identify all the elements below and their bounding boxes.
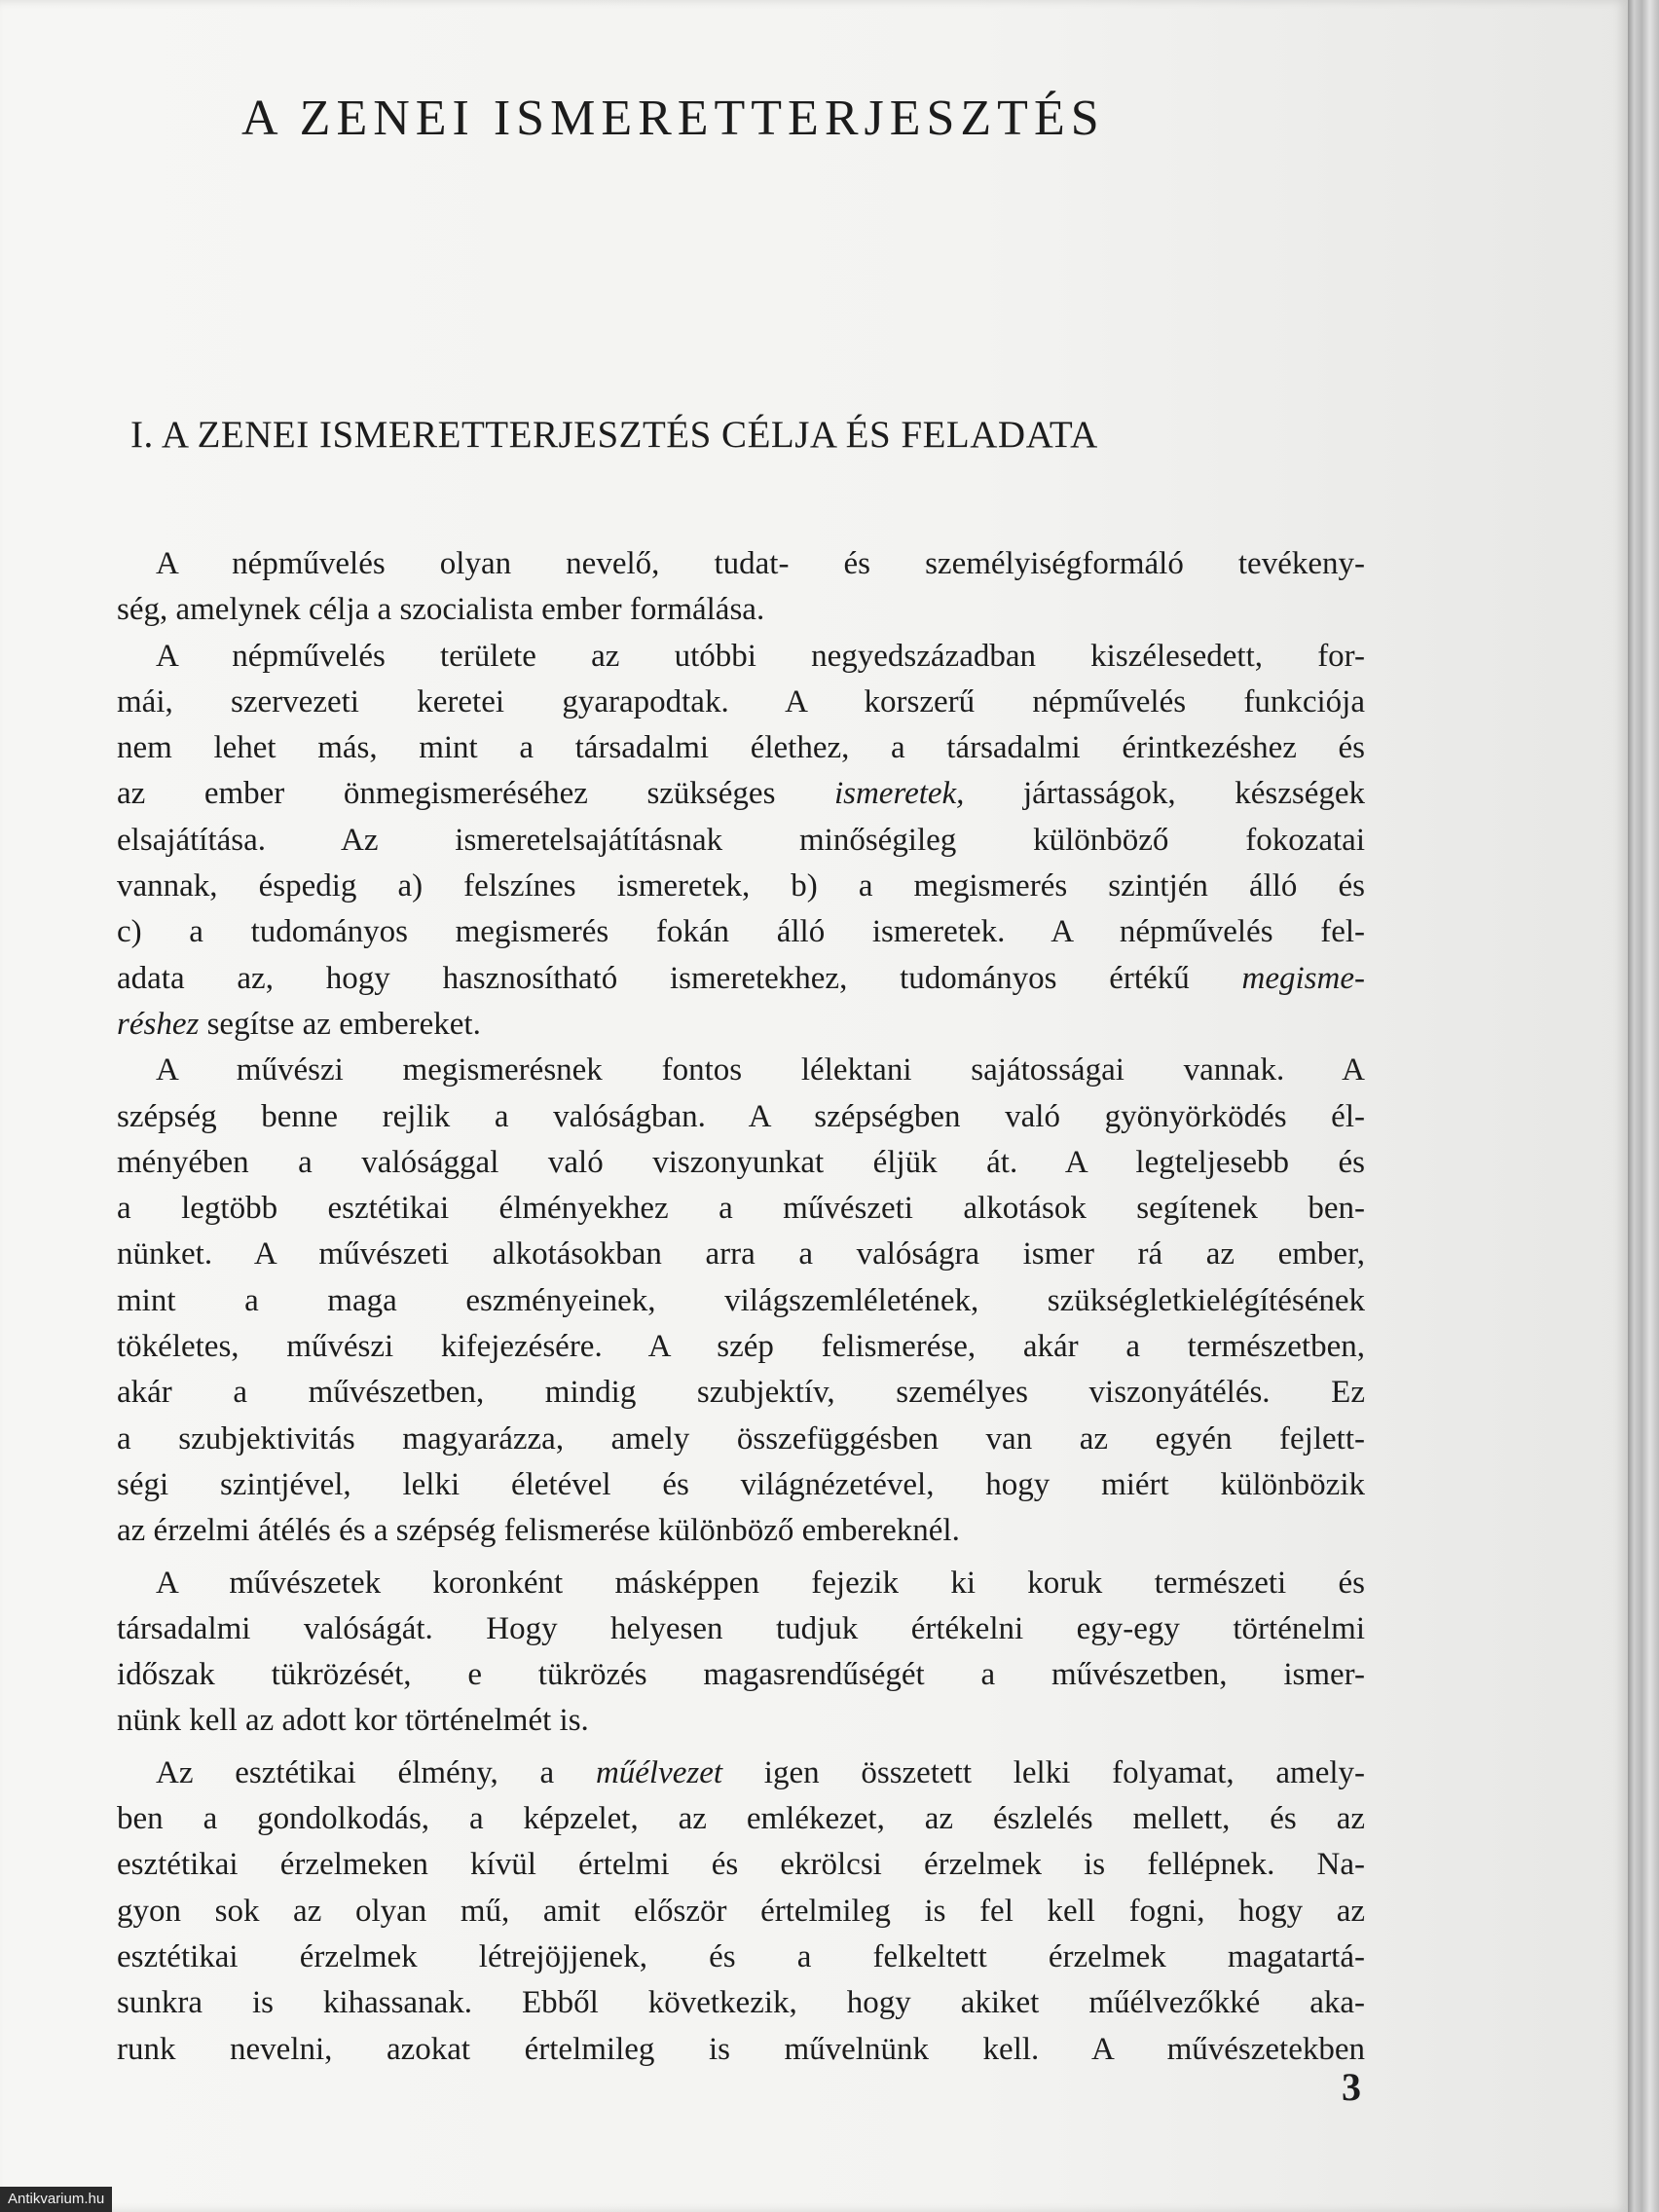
emphasis-text: műélvezet — [595, 1754, 723, 1790]
emphasis-text: megisme- — [1241, 960, 1365, 996]
text-segment: jártasságok, készségek — [1022, 776, 1366, 812]
text-line: ben a gondolkodás, a képzelet, az emlékezet, az észlelés mellett, és az — [117, 1801, 1365, 1837]
text-line: sunkra is kihassanak. Ebből következik, hogy akiket műélvezőkké aka- — [117, 1985, 1365, 2021]
body-text — [117, 541, 1365, 2073]
text-segment: az ember önmegismeréséhez szükséges — [117, 776, 776, 812]
text-line: gyon sok az olyan mű, amit először értelmileg is fel kell fogni, hogy az — [117, 1893, 1365, 1929]
text-segment: Az esztétikai élmény, a — [156, 1754, 555, 1790]
text-line: elsajátítása. Az ismeretelsajátításnak minőségileg különböző fokozatai — [117, 822, 1365, 858]
text-line: mint a maga eszményeinek, világszemléletének, szükségletkielégítésének — [117, 1282, 1365, 1318]
emphasis-text: réshez — [117, 1006, 200, 1042]
text-line: ség, amelynek célja a szocialista ember formálása. — [117, 592, 765, 628]
text-line: vannak, éspedig a) felszínes ismeretek, b) a megismerés szintjén álló és — [117, 868, 1365, 904]
main-title: A ZENEI ISMERETTERJESZTÉS — [241, 91, 1105, 146]
text-line: akár a művészetben, mindig szubjektív, személyes viszonyátélés. Ez — [117, 1375, 1365, 1411]
text-segment: adata az, hogy hasznosítható ismeretekhez, tudományos értékű — [117, 960, 1190, 996]
text-line: runk nevelni, azokat értelmileg is művelnünk kell. A művészetekben — [117, 2031, 1365, 2067]
text-line — [117, 771, 1365, 817]
text-line: ményében a valósággal való viszonyunkat éljük át. A legteljesebb és — [117, 1144, 1365, 1180]
text-line: nünket. A művészeti alkotásokban arra a valóságra ismer rá az ember, — [117, 1236, 1365, 1272]
text-line: társadalmi valóságát. Hogy helyesen tudjuk értékelni egy-egy történelmi — [117, 1610, 1365, 1646]
text-line: tökéletes, művészi kifejezésére. A szép felismerése, akár a természetben, — [117, 1329, 1365, 1365]
text-line — [117, 956, 1365, 1002]
text-line: a legtöbb esztétikai élményekhez a művészeti alkotások segítenek ben- — [117, 1191, 1365, 1227]
text-line: szépség benne rejlik a valóságban. A szépségben való gyönyörködés él- — [117, 1098, 1365, 1134]
emphasis-text: ismeretek, — [833, 776, 965, 812]
text-line: esztétikai érzelmek létrejöjjenek, és a felkeltett érzelmek magatartá- — [117, 1938, 1365, 1974]
text-line: c) a tudományos megismerés fokán álló ismeretek. A népművelés fel- — [117, 914, 1365, 950]
text-line: A népművelés olyan nevelő, tudat- és személyiségformáló tevékeny- — [156, 546, 1365, 581]
watermark: Antikvarium.hu — [0, 2187, 112, 2212]
text-line: A művészetek koronként másképpen fejezik ki koruk természeti és — [156, 1565, 1365, 1601]
page-edge — [1628, 0, 1659, 2212]
text-line — [117, 1751, 1365, 1796]
text-segment: igen összetett lelki folyamat, amely- — [763, 1754, 1366, 1790]
page-number: 3 — [1342, 2065, 1361, 2109]
text-line: ségi szintjével, lelki életével és világnézetével, hogy miért különbözik — [117, 1466, 1365, 1502]
text-line: nem lehet más, mint a társadalmi élethez, a társadalmi érintkezéshez és — [117, 730, 1365, 766]
text-line — [117, 1002, 1365, 1048]
text-line: A népművelés területe az utóbbi negyedszázadban kiszélesedett, for- — [156, 638, 1365, 674]
text-line: a szubjektivitás magyarázza, amely összefüggésben van az egyén fejlett- — [117, 1420, 1365, 1456]
text-line: A művészi megismerésnek fontos lélektani sajátosságai vannak. A — [156, 1052, 1365, 1088]
text-line: időszak tükrözését, e tükrözés magasrendűségét a művészetben, ismer- — [117, 1657, 1365, 1693]
text-line: az érzelmi átélés és a szépség felismerése különböző embereknél. — [117, 1513, 960, 1549]
text-line: esztétikai érzelmeken kívül értelmi és ekrölcsi érzelmek is fellépnek. Na- — [117, 1847, 1365, 1883]
text-line: nünk kell az adott kor történelmét is. — [117, 1703, 589, 1739]
text-segment: segítse az embereket. — [206, 1006, 481, 1042]
chapter-title: I. A ZENEI ISMERETTERJESZTÉS CÉLJA ÉS FELADATA — [130, 414, 1098, 456]
text-line: mái, szervezeti keretei gyarapodtak. A korszerű népművelés funkciója — [117, 683, 1365, 719]
